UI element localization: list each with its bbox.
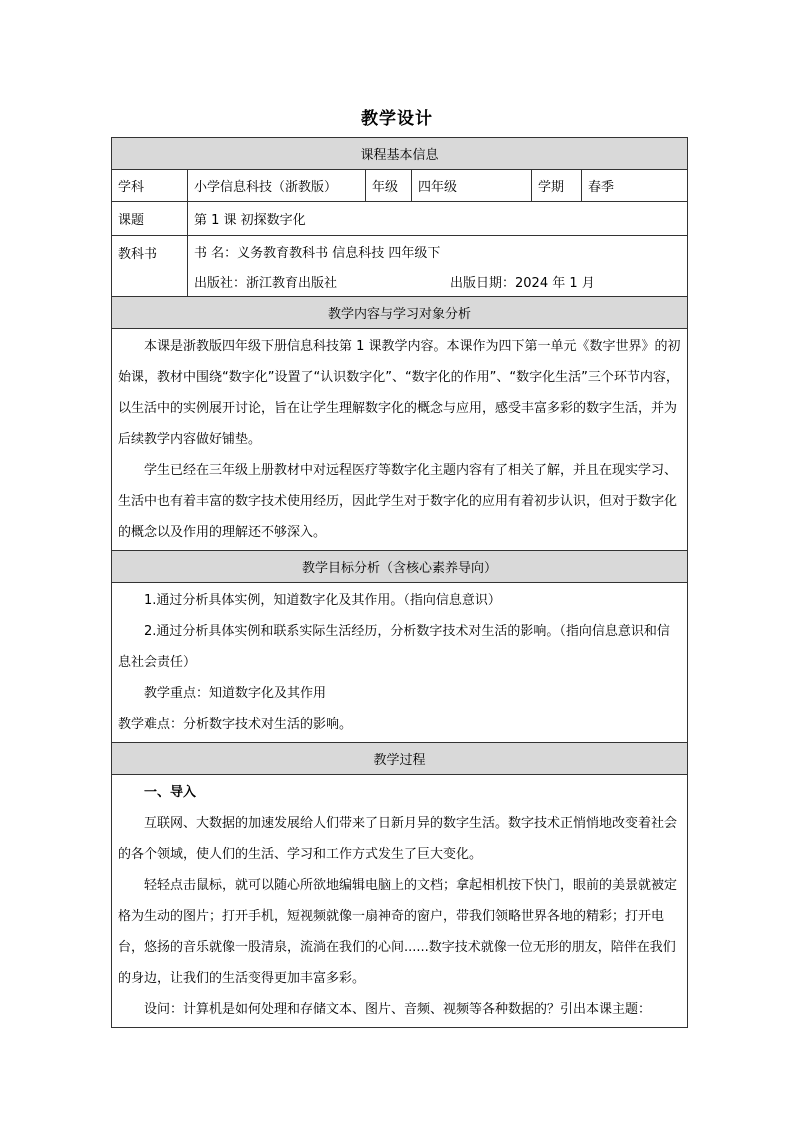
- publication-date: 出版日期：2024 年 1 月: [450, 275, 595, 291]
- learner-paragraph: 学生已经在三年级上册教材中对远程医疗等数字化主题内容有了相关了解，并且在现实学习、生活中也有着丰富的数字技术使用经历，因此学生对于数字化的应用有着初步认识，但对于数字化的概念以及作用的理解还不够深入。: [118, 463, 678, 540]
- lesson-plan-table: [111, 137, 688, 1028]
- section-header-content-analysis: 教学内容与学习对象分析: [112, 297, 688, 329]
- grade-label: 年级: [366, 170, 412, 202]
- section-header-objectives: 教学目标分析（含核心素养导向）: [112, 551, 688, 583]
- content-analysis-body: [112, 329, 688, 551]
- subject-label: 学科: [112, 170, 188, 202]
- intro-heading: 一、导入: [144, 785, 197, 800]
- objective-item: 2.通过分析具体实例和联系实际生活经历，分析数字技术对生活的影响。（指向信息意识和信息社会责任）: [118, 624, 670, 670]
- textbook-label: 教科书: [112, 236, 188, 297]
- teaching-process-body: [112, 775, 688, 1028]
- document-title: 教学设计: [361, 109, 433, 129]
- section-header-basic-info: 课程基本信息: [112, 138, 688, 170]
- key-point: 教学重点：知道数字化及其作用: [144, 686, 327, 701]
- subject-value: 小学信息科技（浙教版）: [188, 170, 366, 202]
- objectives-body: [112, 583, 688, 743]
- question-paragraph: 设问：计算机是如何处理和存储文本、图片、音频、视频等各种数据的？引出本课主题：: [144, 1002, 652, 1017]
- term-label: 学期: [532, 170, 582, 202]
- publisher-row: [188, 266, 688, 297]
- process-paragraph: 轻轻点击鼠标，就可以随心所欲地编辑电脑上的文档；拿起相机按下快门，眼前的美景就被定格为生动的图片；打开手机，短视频就像一扇神奇的窗户，带我们领略世界各地的精彩；打开电台，悠扬的音乐就像一股清泉，流淌在我们的心间......数字技术就像一位无形的朋友，陪伴在我们的身边，让我们的生活变得更加丰富多彩。: [118, 878, 678, 986]
- topic-label: 课题: [112, 202, 188, 236]
- term-value: 春季: [582, 170, 688, 202]
- publisher: 出版社：浙江教育出版社: [194, 275, 338, 291]
- difficult-point: 教学难点：分析数字技术对生活的影响。: [118, 717, 353, 732]
- objective-item: 1.通过分析具体实例，知道数字化及其作用。（指向信息意识）: [144, 593, 501, 608]
- process-paragraph: 互联网、大数据的加速发展给人们带来了日新月异的数字生活。数字技术正悄悄地改变着社会的各个领域，使人们的生活、学习和工作方式发生了巨大变化。: [118, 816, 678, 862]
- topic-value: 第 1 课 初探数字化: [188, 202, 688, 236]
- textbook-name: 书 名：义务教育教科书 信息科技 四年级下: [188, 236, 688, 267]
- grade-value: 四年级: [412, 170, 532, 202]
- section-header-teaching-process: 教学过程: [112, 743, 688, 775]
- content-paragraph: 本课是浙教版四年级下册信息科技第 1 课教学内容。本课作为四下第一单元《数字世界》的初始课，教材中围绕“数字化”设置了“认识数字化”、“数字化的作用”、“数字化生活”三个环节内容，以生活中的实例展开讨论，旨在让学生理解数字化的概念与应用，感受丰富多彩的数字生活，并为后续教学内容做好铺垫。: [118, 339, 681, 447]
